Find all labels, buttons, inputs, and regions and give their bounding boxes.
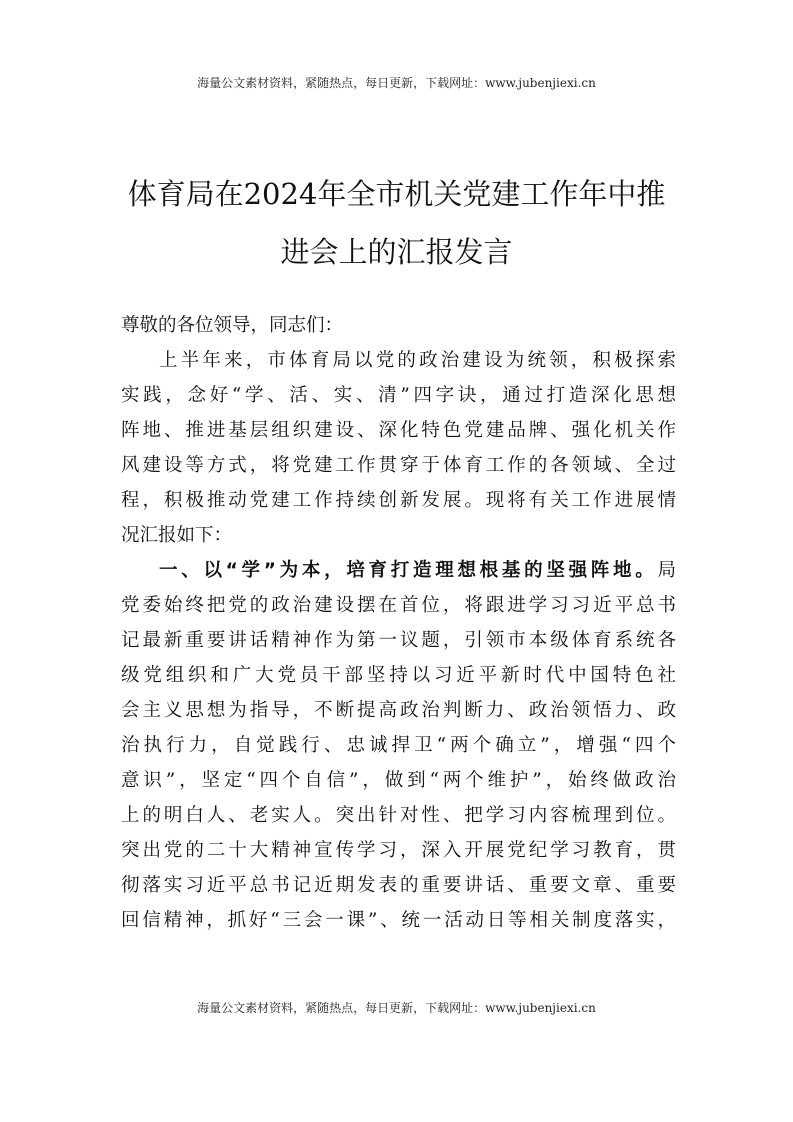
page-header-banner: 海量公文素材资料，紧随热点，每日更新，下载网址：www.jubenjiexi.cn <box>197 76 596 90</box>
heading-line-tail: 局 <box>657 560 676 581</box>
section-heading: 一、以“学”为本，培育打造理想根基的坚强阵地。 <box>159 560 658 581</box>
document-body <box>121 308 676 938</box>
paragraph-line: 意识”，坚定“四个自信”，做到“两个维护”，始终做政治 <box>121 770 676 791</box>
paragraph-line: 况汇报如下： <box>121 525 233 546</box>
paragraph-line: 阵地、推进基层组织建设、深化特色党建品牌、强化机关作 <box>121 420 676 441</box>
paragraph-line: 上的明白人、老实人。突出针对性、把学习内容梳理到位。 <box>121 805 676 826</box>
document-title-line-1: 体育局在2024年全市机关党建工作年中推 <box>127 177 666 211</box>
paragraph-1 <box>121 343 676 553</box>
document-title-line-2: 进会上的汇报发言 <box>280 235 513 269</box>
paragraph-line: 风建设等方式，将党建工作贯穿于体育工作的各领域、全过 <box>121 455 676 476</box>
salutation: 尊敬的各位领导，同志们： <box>121 315 344 336</box>
paragraph-line: 程，积极推动党建工作持续创新发展。现将有关工作进展情 <box>121 490 676 511</box>
paragraph-line: 级党组织和广大党员干部坚持以习近平新时代中国特色社 <box>121 665 676 686</box>
paragraph-line: 会主义思想为指导，不断提高政治判断力、政治领悟力、政 <box>121 700 676 721</box>
paragraph-line: 实践，念好“学、活、实、清”四字诀，通过打造深化思想 <box>121 385 676 406</box>
page-footer-banner: 海量公文素材资料，紧随热点，每日更新，下载网址：www.jubenjiexi.cn <box>197 1001 596 1015</box>
paragraph-heading-line <box>121 553 676 588</box>
paragraph-line: 治执行力，自觉践行、忠诚捍卫“两个确立”，增强“四个 <box>121 735 676 756</box>
paragraph-line: 党委始终把党的政治建设摆在首位，将跟进学习习近平总书 <box>121 595 676 616</box>
paragraph-line: 突出党的二十大精神宣传学习，深入开展党纪学习教育，贯 <box>121 840 676 861</box>
paragraph-line: 回信精神，抓好“三会一课”、统一活动日等相关制度落实， <box>121 910 676 931</box>
paragraph-line: 记最新重要讲话精神作为第一议题，引领市本级体育系统各 <box>121 630 676 651</box>
paragraph-line: 上半年来，市体育局以党的政治建设为统领，积极探索 <box>159 350 676 371</box>
paragraph-2 <box>121 553 676 938</box>
paragraph-line: 彻落实习近平总书记近期发表的重要讲话、重要文章、重要 <box>121 875 676 896</box>
